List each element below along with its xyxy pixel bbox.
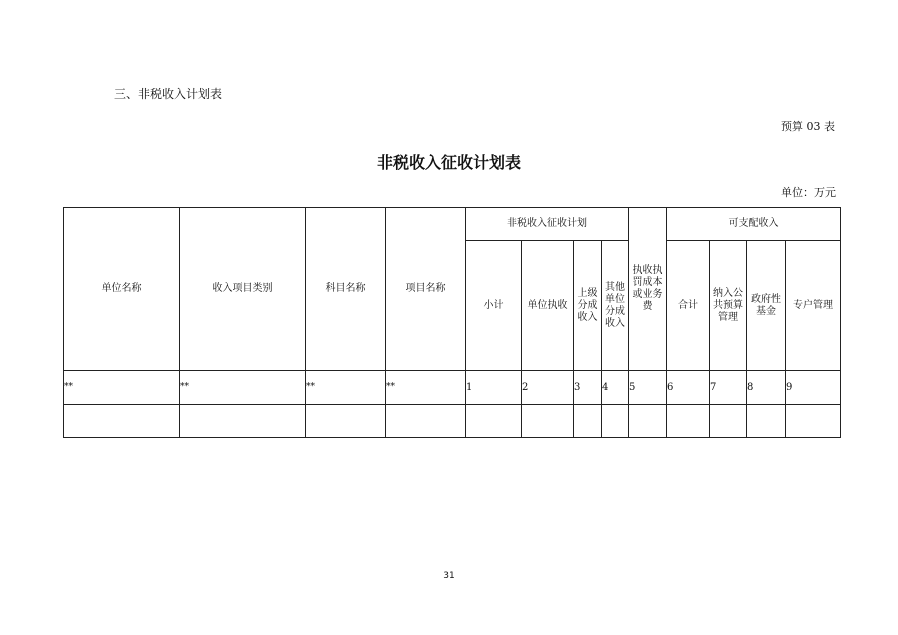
cell-col-number: 1: [466, 371, 522, 405]
cell-col-number: 4: [602, 371, 629, 405]
cell-col-number: 8: [747, 371, 786, 405]
header-gov-fund: 政府性 基金: [747, 241, 786, 371]
header-project-name: 项目名称: [386, 208, 466, 371]
empty-cell: [786, 405, 841, 438]
revenue-plan-table: [63, 207, 841, 438]
empty-cell: [306, 405, 386, 438]
empty-cell: [574, 405, 602, 438]
cell-col-number: 7: [710, 371, 747, 405]
empty-cell: [710, 405, 747, 438]
cell-col-number: 3: [574, 371, 602, 405]
empty-cell: [522, 405, 574, 438]
empty-cell: [747, 405, 786, 438]
document-title: 非税收入征收计划表: [376, 153, 521, 172]
cell-income-category: **: [180, 371, 306, 405]
empty-cell: [629, 405, 667, 438]
cell-unit-name: **: [64, 371, 180, 405]
header-other-unit-share: 其他 单位 分成 收入: [602, 241, 629, 371]
header-unit-collected: 单位执收: [522, 241, 574, 371]
page-number: 31: [443, 571, 455, 581]
header-special-account: 专户管理: [786, 241, 841, 371]
table-row: [64, 371, 841, 405]
cell-project-name: **: [386, 371, 466, 405]
header-disposable-group: 可支配收入: [667, 208, 841, 241]
unit-label: 单位：万元: [781, 186, 836, 199]
header-subtotal: 小计: [466, 241, 522, 371]
cell-col-number: 9: [786, 371, 841, 405]
form-number: 预算 03 表: [781, 120, 835, 133]
empty-cell: [466, 405, 522, 438]
cell-col-number: 6: [667, 371, 710, 405]
table-row-empty: [64, 405, 841, 438]
header-unit-name: 单位名称: [64, 208, 180, 371]
empty-cell: [180, 405, 306, 438]
empty-cell: [386, 405, 466, 438]
empty-cell: [602, 405, 629, 438]
header-total: 合计: [667, 241, 710, 371]
cell-col-number: 2: [522, 371, 574, 405]
header-superior-share: 上级 分成 收入: [574, 241, 602, 371]
header-subject-name: 科目名称: [306, 208, 386, 371]
header-collection-plan-group: 非税收入征收计划: [466, 208, 629, 241]
empty-cell: [64, 405, 180, 438]
section-heading: 三、非税收入计划表: [114, 87, 223, 101]
header-income-category: 收入项目类别: [180, 208, 306, 371]
header-public-budget: 纳入公 共预算 管理: [710, 241, 747, 371]
cell-subject-name: **: [306, 371, 386, 405]
header-enforcement-cost: 执收执 罚成本 或业务 费: [629, 208, 667, 371]
empty-cell: [667, 405, 710, 438]
cell-col-number: 5: [629, 371, 667, 405]
